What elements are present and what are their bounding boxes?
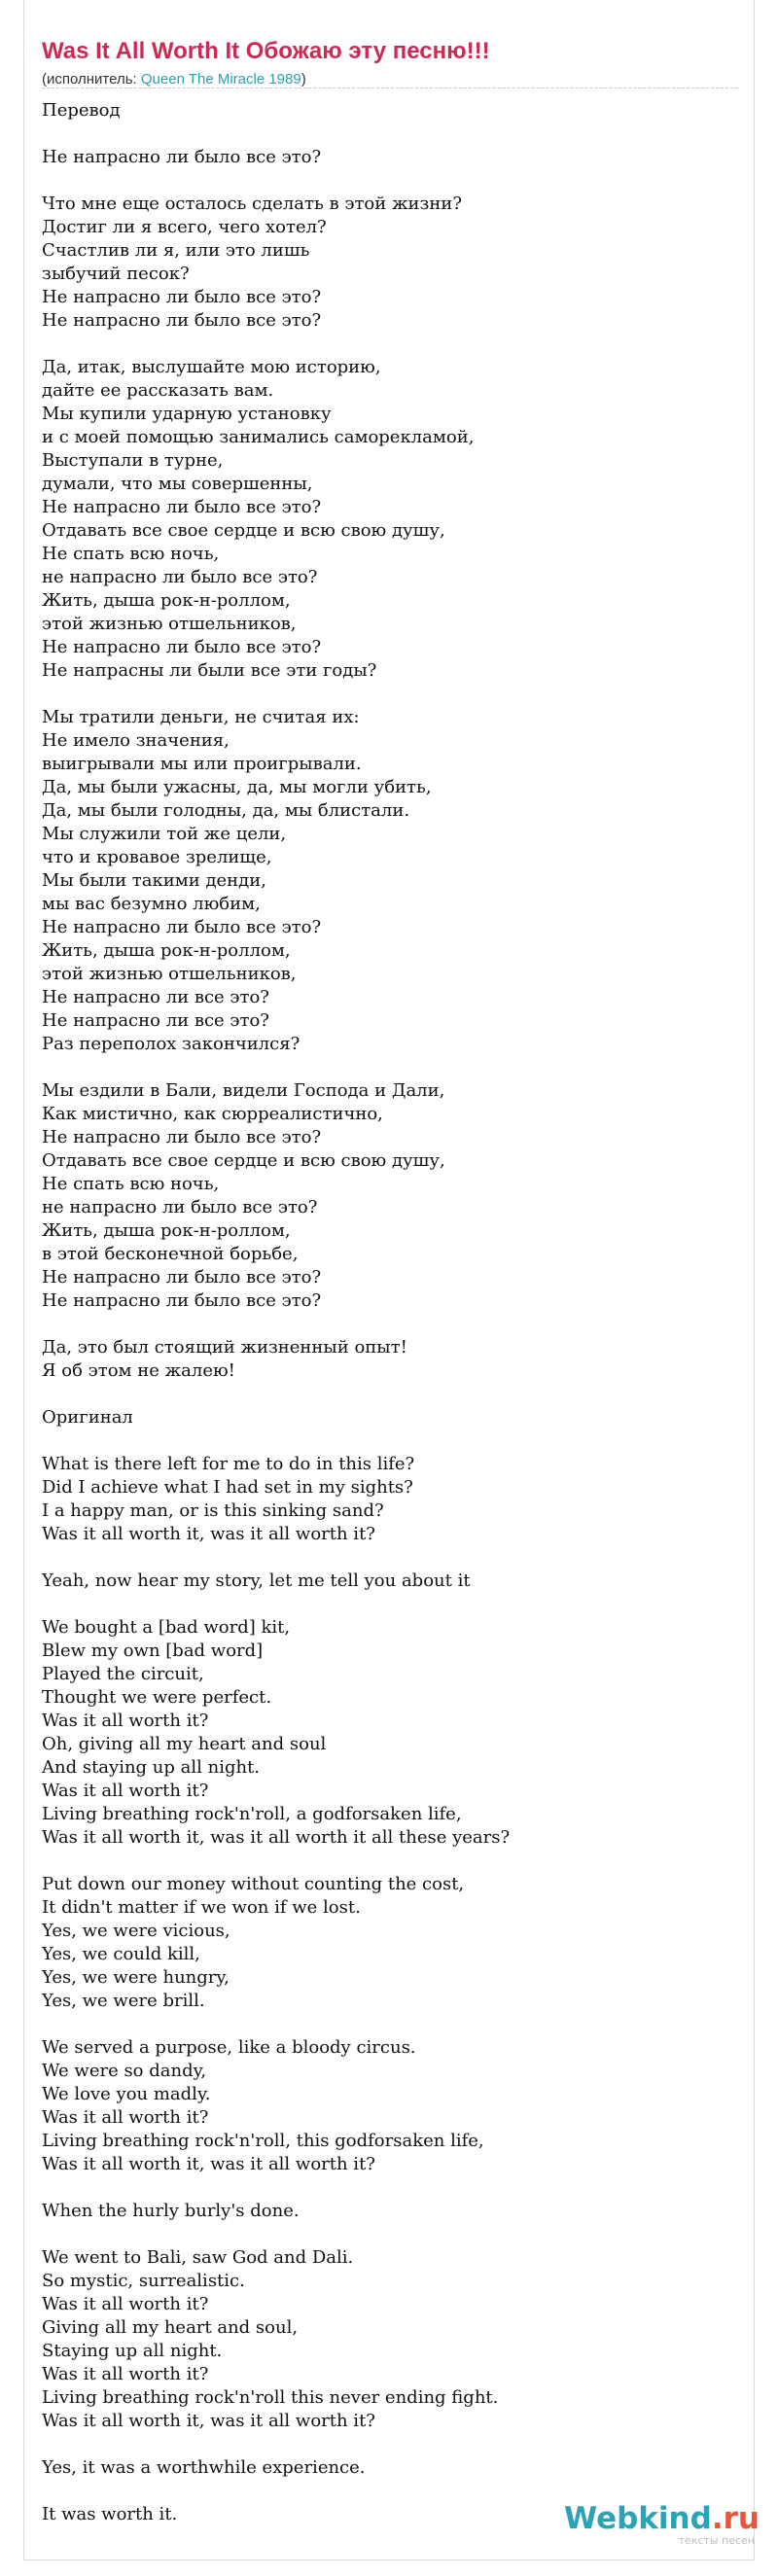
performer-prefix: (исполнитель: <box>42 71 141 88</box>
lyric-line: Не напрасно ли было все это? <box>42 147 322 167</box>
lyric-line: Мы были такими денди, <box>42 870 266 891</box>
lyric-line: Не напрасно ли было все это? <box>42 1290 322 1311</box>
blank-line <box>42 1593 738 1616</box>
lyric-line: не напрасно ли было все это? <box>42 567 318 587</box>
lyric-line: думали, что мы совершенны, <box>42 474 313 494</box>
lyric-line: Was it all worth it? <box>42 2294 209 2314</box>
lyric-line: So mystic, surrealistic. <box>42 2271 245 2291</box>
lyric-line: Не напрасно ли все это? <box>42 987 269 1007</box>
lyric-line: Оригинал <box>42 1407 133 1428</box>
lyric-line: Не спать всю ночь, <box>42 544 220 564</box>
lyric-line: Thought we were perfect. <box>42 1687 272 1708</box>
lyrics-text <box>42 99 738 2526</box>
lyric-line: Living breathing rock'n'roll this never ending fight. <box>42 2387 499 2408</box>
lyric-line: Как мистично, как сюрреалистично, <box>42 1104 383 1124</box>
lyric-line: Was it all worth it, was it all worth it? <box>42 1524 375 1544</box>
logo-web: Webkind <box>564 2501 712 2536</box>
lyric-line: Blew my own [bad word] <box>42 1641 264 1661</box>
lyric-line: дайте ее рассказать вам. <box>42 380 274 401</box>
lyric-line: Мы тратили деньги, не считая их: <box>42 707 360 727</box>
lyric-line: Что мне еще осталось сделать в этой жизни? <box>42 194 462 214</box>
lyric-line: этой жизнью отшельников, <box>42 614 297 634</box>
lyric-line: We went to Bali, saw God and Dali. <box>42 2247 354 2268</box>
lyric-line: Жить, дыша рок-н-роллом, <box>42 590 291 611</box>
lyric-line: этой жизнью отшельников, <box>42 964 297 984</box>
lyric-line: зыбучий песок? <box>42 264 190 284</box>
lyric-line: Was it all worth it? <box>42 2364 209 2384</box>
lyric-line: Я об этом не жалею! <box>42 1360 235 1381</box>
lyric-line: Living breathing rock'n'roll, a godforsaken life, <box>42 1804 462 1824</box>
lyric-line: We served a purpose, like a bloody circus. <box>42 2037 416 2058</box>
lyric-line: Не напрасны ли были все эти годы? <box>42 660 377 681</box>
lyric-line: Put down our money without counting the cost, <box>42 1874 465 1894</box>
lyric-line: Мы купили ударную установку <box>42 404 332 424</box>
lyric-line: Не напрасно ли все это? <box>42 1010 269 1031</box>
lyric-line: Перевод <box>42 100 121 121</box>
lyric-line: Не напрасно ли было все это? <box>42 287 322 307</box>
blank-line <box>42 1546 738 1570</box>
lyric-line: Was it all worth it? <box>42 1781 209 1801</box>
blank-line <box>42 2013 738 2036</box>
lyric-line: Living breathing rock'n'roll, this godforsaken life, <box>42 2131 484 2151</box>
blank-line <box>42 2433 738 2456</box>
lyric-line: Yes, it was a worthwhile experience. <box>42 2457 366 2478</box>
lyric-line: Выступали в турне, <box>42 450 224 471</box>
blank-line <box>42 1850 738 1873</box>
lyric-line: Staying up all night. <box>42 2341 223 2361</box>
lyric-line: Yeah, now hear my story, let me tell you about it <box>42 1570 471 1591</box>
lyric-line: Yes, we were brill. <box>42 1991 205 2011</box>
lyric-line: Не напрасно ли было все это? <box>42 1127 322 1147</box>
lyric-line: Да, мы были ужасны, да, мы могли убить, <box>42 777 432 797</box>
lyric-line: Oh, giving all my heart and soul <box>42 1734 327 1754</box>
logo-domain: .ru <box>711 2501 760 2536</box>
blank-line <box>42 1313 738 1336</box>
lyric-line: I a happy man, or is this sinking sand? <box>42 1500 384 1521</box>
page-title: Was It All Worth It Обожаю эту песню!!! <box>42 38 490 64</box>
blank-line <box>42 333 738 356</box>
blank-line <box>42 1056 738 1079</box>
lyric-line: Не напрасно ли было все это? <box>42 497 322 517</box>
lyric-line: It didn't matter if we won if we lost. <box>42 1897 361 1918</box>
lyric-line: It was worth it. <box>42 2504 178 2524</box>
page-frame <box>23 0 755 2560</box>
lyric-line: Раз переполох закончился? <box>42 1034 301 1054</box>
lyric-line: что и кровавое зрелище, <box>42 847 272 867</box>
logo-tagline: тексты песен <box>678 2534 755 2547</box>
blank-line <box>42 2223 738 2246</box>
lyric-line: Yes, we were hungry, <box>42 1967 230 1988</box>
performer-link[interactable]: Queen The Miracle 1989 <box>140 71 301 88</box>
blank-line <box>42 123 738 146</box>
lyric-line: We bought a [bad word] kit, <box>42 1617 291 1638</box>
blank-line <box>42 683 738 706</box>
lyric-line: Yes, we were vicious, <box>42 1921 230 1941</box>
lyric-line: Не напрасно ли было все это? <box>42 637 322 657</box>
lyric-line: Не спать всю ночь, <box>42 1174 220 1194</box>
lyric-line: Не напрасно ли было все это? <box>42 310 322 331</box>
performer-line <box>42 70 738 89</box>
lyric-line: Мы служили той же цели, <box>42 824 287 844</box>
lyric-line: What is there left for me to do in this life? <box>42 1454 415 1474</box>
performer-suffix: ) <box>301 71 306 88</box>
header <box>42 37 738 89</box>
lyric-line: Счастлив ли я, или это лишь <box>42 240 310 261</box>
lyric-line: Не имело значения, <box>42 730 230 751</box>
lyric-line: Did I achieve what I had set in my sights? <box>42 1477 413 1498</box>
logo-wordmark <box>564 2501 759 2536</box>
lyric-line: We were so dandy, <box>42 2061 207 2081</box>
lyric-line: Отдавать все свое сердце и всю свою душу, <box>42 1150 445 1171</box>
blank-line <box>42 1383 738 1406</box>
lyric-line: Да, это был стоящий жизненный опыт! <box>42 1337 407 1358</box>
lyric-line: Was it all worth it, was it all worth it? <box>42 2411 375 2431</box>
lyric-line: в этой бесконечной борьбе, <box>42 1244 299 1264</box>
lyric-line: When the hurly burly's done. <box>42 2201 300 2221</box>
lyric-line: Достиг ли я всего, чего хотел? <box>42 217 327 237</box>
lyric-line: Да, мы были голодны, да, мы блистали. <box>42 800 410 821</box>
lyric-line: и с моей помощью занимались саморекламой, <box>42 427 475 447</box>
lyric-line: And staying up all night. <box>42 1757 261 1778</box>
lyric-line: Was it all worth it, was it all worth it? <box>42 2154 375 2174</box>
lyric-line: We love you madly. <box>42 2084 211 2104</box>
lyric-line: Отдавать все свое сердце и всю свою душу, <box>42 520 445 541</box>
lyric-line: Да, итак, выслушайте мою историю, <box>42 357 381 377</box>
lyric-line: Was it all worth it? <box>42 1711 209 1731</box>
lyric-line: Was it all worth it, was it all worth it all these years? <box>42 1827 511 1848</box>
blank-line <box>42 2176 738 2200</box>
blank-line <box>42 169 738 193</box>
lyric-line: не напрасно ли было все это? <box>42 1197 318 1217</box>
lyric-line: выигрывали мы или проигрывали. <box>42 754 362 774</box>
lyric-line: Жить, дыша рок-н-роллом, <box>42 940 291 961</box>
blank-line <box>42 1429 738 1453</box>
lyric-line: Was it all worth it? <box>42 2107 209 2128</box>
lyric-line: Played the circuit, <box>42 1664 204 1684</box>
lyric-line: мы вас безумно любим, <box>42 894 261 914</box>
lyric-line: Жить, дыша рок-н-роллом, <box>42 1220 291 1241</box>
lyric-line: Мы ездили в Бали, видели Господа и Дали, <box>42 1080 445 1101</box>
lyric-line: Не напрасно ли было все это? <box>42 917 322 937</box>
site-logo[interactable] <box>564 2501 759 2559</box>
lyric-line: Не напрасно ли было все это? <box>42 1267 322 1288</box>
blank-line <box>42 2480 738 2503</box>
lyric-line: Giving all my heart and soul, <box>42 2317 299 2338</box>
lyric-line: Yes, we could kill, <box>42 1944 200 1964</box>
